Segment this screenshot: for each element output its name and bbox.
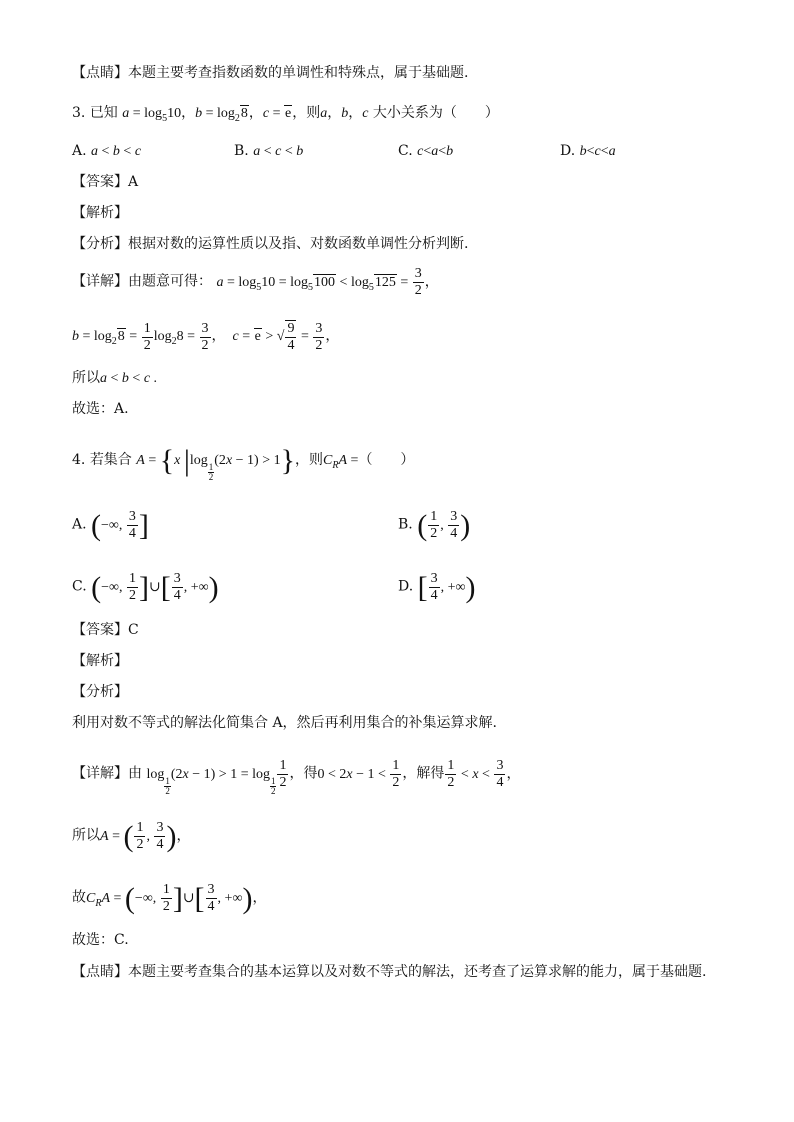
q4-detail-1: 【详解】由 log $\frac{1}{2}$ (2x − 1) > 1 = log $\frac{1}{2}$ $\frac{1}{2}$ ，得0 < 2x − 1 < $\frac{1}{2}$ ，解得 $\frac{1}{2}$ < x < $\frac{3}{4}$ ，	[72, 758, 521, 796]
q3-fenxi: 【分析】根据对数的运算性质以及指、对数函数单调性分析判断.	[72, 236, 469, 252]
note-text: 本题主要考查指数函数的单调性和特殊点，属于基础题.	[128, 65, 469, 81]
q3-detail-1: 【详解】由题意可得： $a = \log_510 = \log_5100 < \log_5125$ = $\frac{3}{2}$ ，	[72, 266, 439, 298]
q4-number: 4.	[72, 452, 86, 469]
note-tag: 【点睛】	[72, 65, 128, 81]
q4-option-a: A. (−∞, $\frac{3}{4}$ ]	[72, 508, 149, 542]
q3-option-b: B. a < c < b	[234, 143, 304, 159]
q4-complement: 故$C_RA$ = (−∞, $\frac{1}{2}$ ]∪[ $\frac{3}{4}$ , +∞)，	[72, 881, 267, 915]
q4-note: 【点睛】本题主要考查集合的基本运算以及对数不等式的解法，还考查了运算求解的能力，属于基础题.	[72, 964, 707, 980]
q4-choice: 故选：C.	[72, 932, 129, 948]
q3-conclusion: 所以a < b < c .	[72, 370, 158, 386]
q4-option-b: B. ( $\frac{1}{2}$ , $\frac{3}{4}$ )	[398, 508, 471, 542]
q3-detail-2: $b = \log_28$ = $\frac{1}{2}$ $\log_28$ = $\frac{3}{2}$ ， c = e > √ $\frac{9}{4}$ = $\frac{3}{2}$ ，	[72, 320, 340, 353]
q3-answer	[72, 172, 138, 192]
q3-option-d: D. b<c<a	[560, 143, 616, 159]
q3-math: $a = \log_510$，$b = \log_28$，c = e	[122, 106, 292, 124]
q3-stem-pre: 已知	[89, 105, 118, 121]
q4-stem: 4. 若集合 A = {x |log $\frac{1}{2}$ (2x − 1) > 1}，则$C_RA$ =（ ）	[72, 444, 415, 483]
q4-answer-value: C	[128, 622, 139, 638]
q3-option-c: C. c<a<b	[398, 143, 454, 159]
note-line	[72, 63, 468, 83]
q4-option-c: C. (−∞, $\frac{1}{2}$ ]∪[ $\frac{3}{4}$ , +∞)	[72, 570, 219, 604]
q4-fenxi: 利用对数不等式的解法化简集合 A，然后再利用集合的补集运算求解.	[72, 715, 498, 731]
q3-stem: 3. 已知 $a = \log_510$，$b = \log_28$，c = e，则a，b，c 大小关系为（ ）	[72, 105, 499, 124]
q3-number: 3.	[72, 105, 86, 121]
q4-fenxi-tag: 【分析】	[72, 684, 128, 700]
q3-analysis-tag: 【解析】	[72, 205, 128, 221]
q4-analysis-tag: 【解析】	[72, 653, 128, 669]
q4-stem-pre: 若集合	[89, 452, 132, 469]
q3-answer-value: A	[128, 174, 139, 190]
q3-choice: 故选：A.	[72, 401, 129, 417]
q3-stem-tail: 大小关系为（ ）	[372, 105, 499, 121]
q4-option-d: D. [ $\frac{3}{4}$ , +∞)	[398, 570, 476, 604]
q4-answer: 【答案】C	[72, 622, 139, 638]
q3-stem-post: ，则	[292, 105, 321, 121]
q3-option-a: A. a < b < c	[72, 143, 142, 159]
q3-answer-tag: 【答案】	[72, 174, 128, 190]
q4-set-a: 所以A = ( $\frac{1}{2}$ , $\frac{3}{4}$ )，	[72, 819, 191, 853]
